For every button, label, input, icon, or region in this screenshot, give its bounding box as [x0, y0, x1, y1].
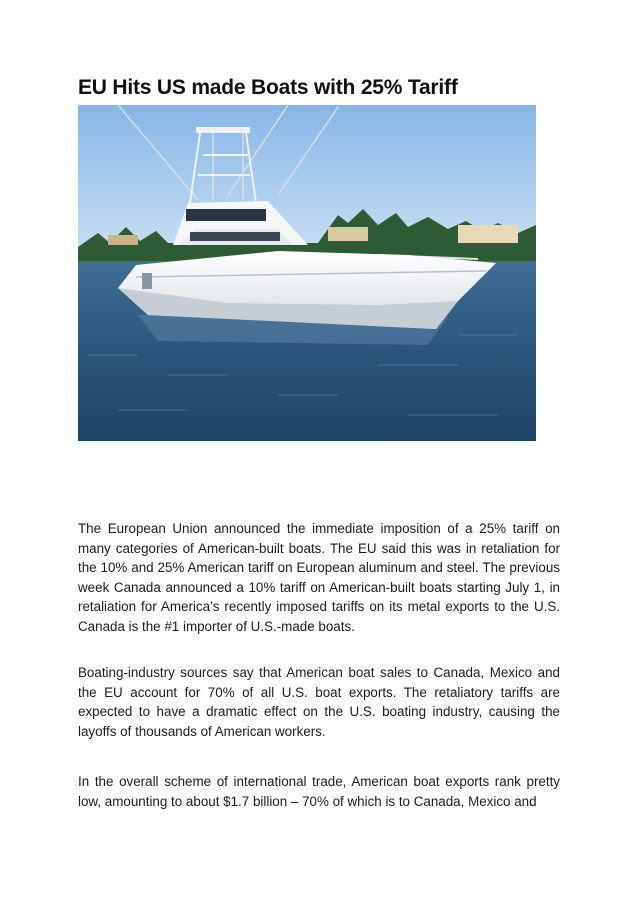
article-paragraph-3: In the overall scheme of international trade, American boat exports rank pretty low, amounting to about $1.7 billion – 70% of which is to Canada, Mexico and	[78, 774, 560, 809]
boat-photo	[78, 105, 536, 441]
article-paragraph-2: Boating-industry sources say that American boat sales to Canada, Mexico and the EU account for 70% of all U.S. boat exports. The retaliatory tariffs are expected to have a dramatic effect on the U.S. boating industry, causing the layoffs of thousands of American workers.	[78, 665, 560, 739]
article-paragraph-1: The European Union announced the immediate imposition of a 25% tariff on many categories of American-built boats. The EU said this was in retaliation for the 10% and 25% American tariff on European aluminum and steel. The previous week Canada announced a 10% tariff on American-built boats starting July 1, in retaliation for America’s recently imposed tariffs on its metal exports to the U.S. Canada is the #1 importer of U.S.-made boats.	[78, 521, 560, 634]
article-title: EU Hits US made Boats with 25% Tariff	[78, 76, 458, 99]
